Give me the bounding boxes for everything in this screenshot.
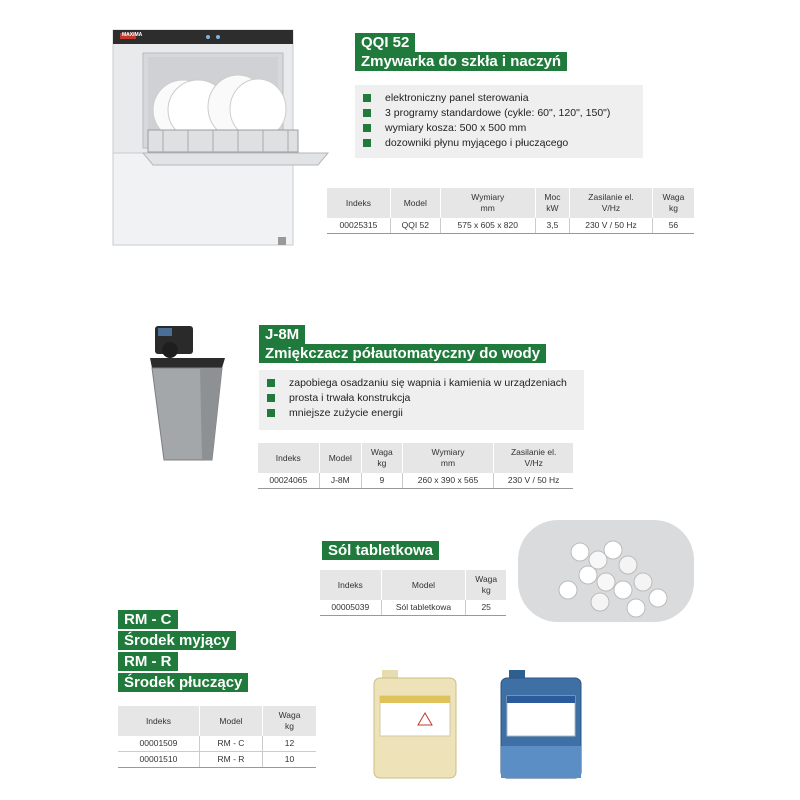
dishwasher-image [108, 25, 333, 250]
salt-name-label: Sól tabletkowa [322, 541, 439, 560]
table-cell: 25 [466, 600, 506, 616]
table-header: Waga kg [652, 188, 694, 218]
softener-name-label: Zmiękczacz półautomatyczny do wody [259, 344, 546, 363]
chemical-label-cleaning: Środek myjący [118, 631, 236, 650]
dishwasher-name-label: Zmywarka do szkła i naczyń [355, 52, 567, 71]
table-cell: QQI 52 [390, 218, 440, 234]
table-cell: 260 x 390 x 565 [402, 473, 494, 489]
table-header: Model [390, 188, 440, 218]
feature-item: 3 programy standardowe (cykle: 60", 120", 150") [355, 106, 643, 121]
table-cell: 575 x 605 x 820 [440, 218, 535, 234]
softener-code-label: J-8M [259, 325, 305, 344]
table-row [320, 600, 506, 616]
table-header: Indeks [327, 188, 390, 218]
dishwasher-spec-table [327, 188, 694, 234]
table-header: Indeks [258, 443, 319, 473]
table-cell: 230 V / 50 Hz [570, 218, 653, 234]
table-cell: 3,5 [535, 218, 569, 234]
rinse-aid-canister-image [497, 668, 585, 780]
table-cell: RM - C [199, 736, 262, 752]
table-row [118, 752, 316, 768]
table-cell: 00005039 [320, 600, 381, 616]
table-cell: J-8M [319, 473, 361, 489]
table-header: Wymiary mm [440, 188, 535, 218]
table-header: Model [199, 706, 262, 736]
table-cell: 10 [263, 752, 316, 768]
chemical-label-rm-r: RM - R [118, 652, 178, 671]
feature-item: prosta i trwała konstrukcja [259, 391, 584, 406]
chemical-label-rinsing: Środek płuczący [118, 673, 248, 692]
table-header: Moc kW [535, 188, 569, 218]
table-cell: RM - R [199, 752, 262, 768]
table-cell: 56 [652, 218, 694, 234]
table-header: Waga kg [361, 443, 402, 473]
table-row [258, 473, 573, 489]
feature-item: dozowniki płynu myjącego i płuczącego [355, 136, 643, 151]
chemical-label-rm-c: RM - C [118, 610, 178, 629]
table-row [327, 218, 694, 234]
table-row [118, 736, 316, 752]
dishwasher-code-label: QQI 52 [355, 33, 415, 52]
table-header: Indeks [320, 570, 381, 600]
table-header: Zasilanie el. V/Hz [494, 443, 573, 473]
detergent-canister-image [370, 668, 460, 780]
dishwasher-brand-logo: MAXIMA [122, 32, 143, 38]
table-header: Model [319, 443, 361, 473]
softener-spec-table [258, 443, 573, 489]
table-cell: 230 V / 50 Hz [494, 473, 573, 489]
table-header: Waga kg [263, 706, 316, 736]
softener-features [259, 370, 584, 430]
dishwasher-features [355, 85, 643, 158]
feature-item: elektroniczny panel sterowania [355, 91, 643, 106]
table-cell: 00001510 [118, 752, 199, 768]
table-cell: 00001509 [118, 736, 199, 752]
table-cell: 9 [361, 473, 402, 489]
table-header: Zasilanie el. V/Hz [570, 188, 653, 218]
table-cell: Sól tabletkowa [381, 600, 466, 616]
salt-spec-table [320, 570, 506, 616]
table-header: Wymiary mm [402, 443, 494, 473]
feature-item: wymiary kosza: 500 x 500 mm [355, 121, 643, 136]
feature-item: zapobiega osadzaniu się wapnia i kamienia w urządzeniach [259, 376, 584, 391]
table-cell: 00024065 [258, 473, 319, 489]
table-cell: 00025315 [327, 218, 390, 234]
feature-item: mniejsze zużycie energii [259, 406, 584, 421]
table-header: Model [381, 570, 466, 600]
table-header: Waga kg [466, 570, 506, 600]
water-softener-image [140, 318, 240, 468]
table-header: Indeks [118, 706, 199, 736]
chemicals-spec-table [118, 706, 316, 768]
table-cell: 12 [263, 736, 316, 752]
salt-tablets-image [518, 520, 694, 622]
